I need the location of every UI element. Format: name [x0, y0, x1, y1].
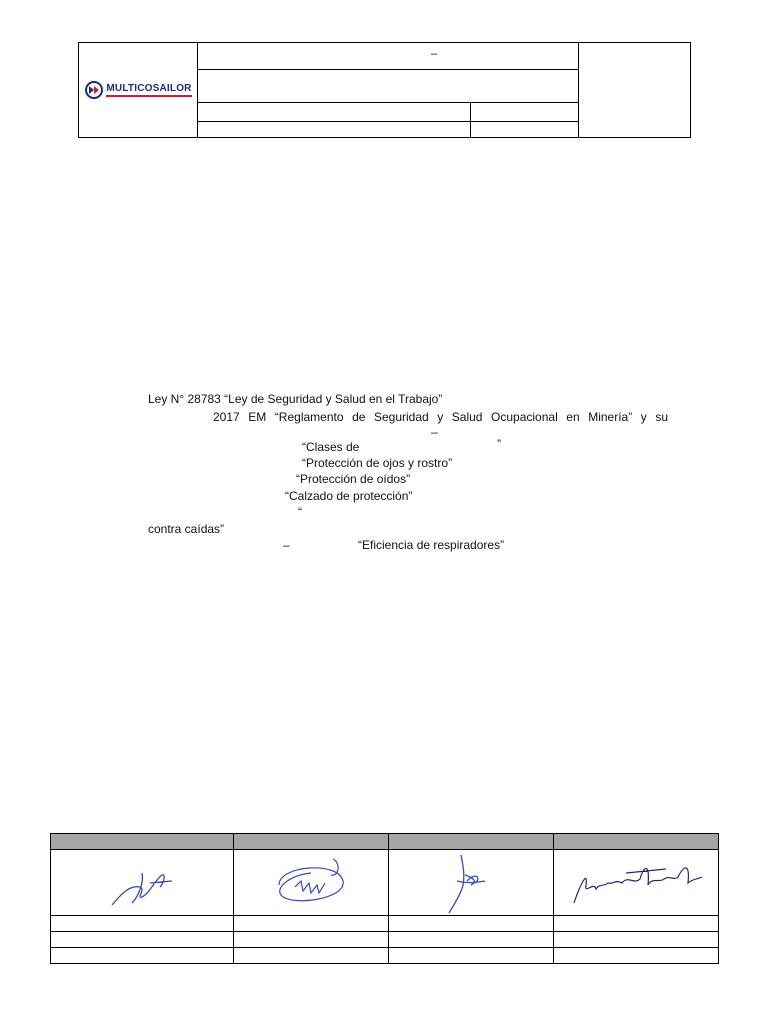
- header-value-cell: [471, 122, 579, 138]
- signature-name-cell: [234, 916, 389, 932]
- signature-date-cell: [234, 948, 389, 964]
- document-code-cell: [579, 43, 691, 138]
- regulation-line: 2017 EM “Reglamento de Seguridad y Salud Ocupacional en Minería” y su: [213, 410, 668, 424]
- signature-role-cell: [554, 932, 719, 948]
- standard-classes-line: “Clases de: [302, 440, 360, 454]
- company-logo: [79, 81, 197, 99]
- open-quote-fragment: “: [298, 505, 302, 519]
- signature-header-cell: [51, 834, 234, 850]
- signature-role-cell: [51, 932, 234, 948]
- signature-name-cell: [389, 916, 554, 932]
- company-logo-cell: [79, 43, 198, 138]
- quote-fragment: ”: [497, 437, 501, 451]
- signature-date-cell: [51, 948, 234, 964]
- logo-emblem-icon: [84, 81, 104, 99]
- signature-cell-1: [51, 850, 234, 916]
- title-dash: –: [430, 48, 438, 60]
- signature-name-cell: [554, 916, 719, 932]
- handwritten-signature-2: [261, 851, 361, 915]
- hearing-protection-line: “Protección de oídos”: [296, 472, 411, 486]
- signature-name-cell: [51, 916, 234, 932]
- dash-fragment-2: –: [283, 538, 290, 552]
- logo-text: MULTICOSAILOR: [106, 83, 191, 97]
- signature-role-cell: [234, 932, 389, 948]
- handwritten-signature-4: [566, 855, 706, 911]
- signature-cell-2: [234, 850, 389, 916]
- document-subtitle-cell: [198, 70, 579, 103]
- handwritten-signature-1: [92, 853, 192, 913]
- signature-header-cell: [389, 834, 554, 850]
- law-reference-line: Ley N° 28783 “Ley de Seguridad y Salud en el Trabajo”: [148, 392, 443, 406]
- document-header-table: [78, 42, 691, 138]
- header-field-cell: [198, 103, 471, 122]
- header-field-cell: [198, 122, 471, 138]
- eye-face-protection-line: “Protección de ojos y rostro”: [302, 456, 453, 470]
- signature-date-cell: [389, 948, 554, 964]
- handwritten-signature-3: [431, 851, 511, 915]
- signature-table: [50, 833, 719, 964]
- signature-header-cell: [554, 834, 719, 850]
- header-value-cell: [471, 103, 579, 122]
- signature-date-cell: [554, 948, 719, 964]
- protective-footwear-line: “Calzado de protección”: [285, 489, 413, 503]
- signature-cell-3: [389, 850, 554, 916]
- signature-cell-4: [554, 850, 719, 916]
- signature-header-cell: [234, 834, 389, 850]
- fall-protection-line: contra caídas”: [148, 522, 225, 536]
- dash-fragment: –: [431, 425, 438, 439]
- respirator-efficiency-line: “Eficiencia de respiradores”: [358, 538, 505, 552]
- document-title-cell: [198, 43, 579, 70]
- signature-role-cell: [389, 932, 554, 948]
